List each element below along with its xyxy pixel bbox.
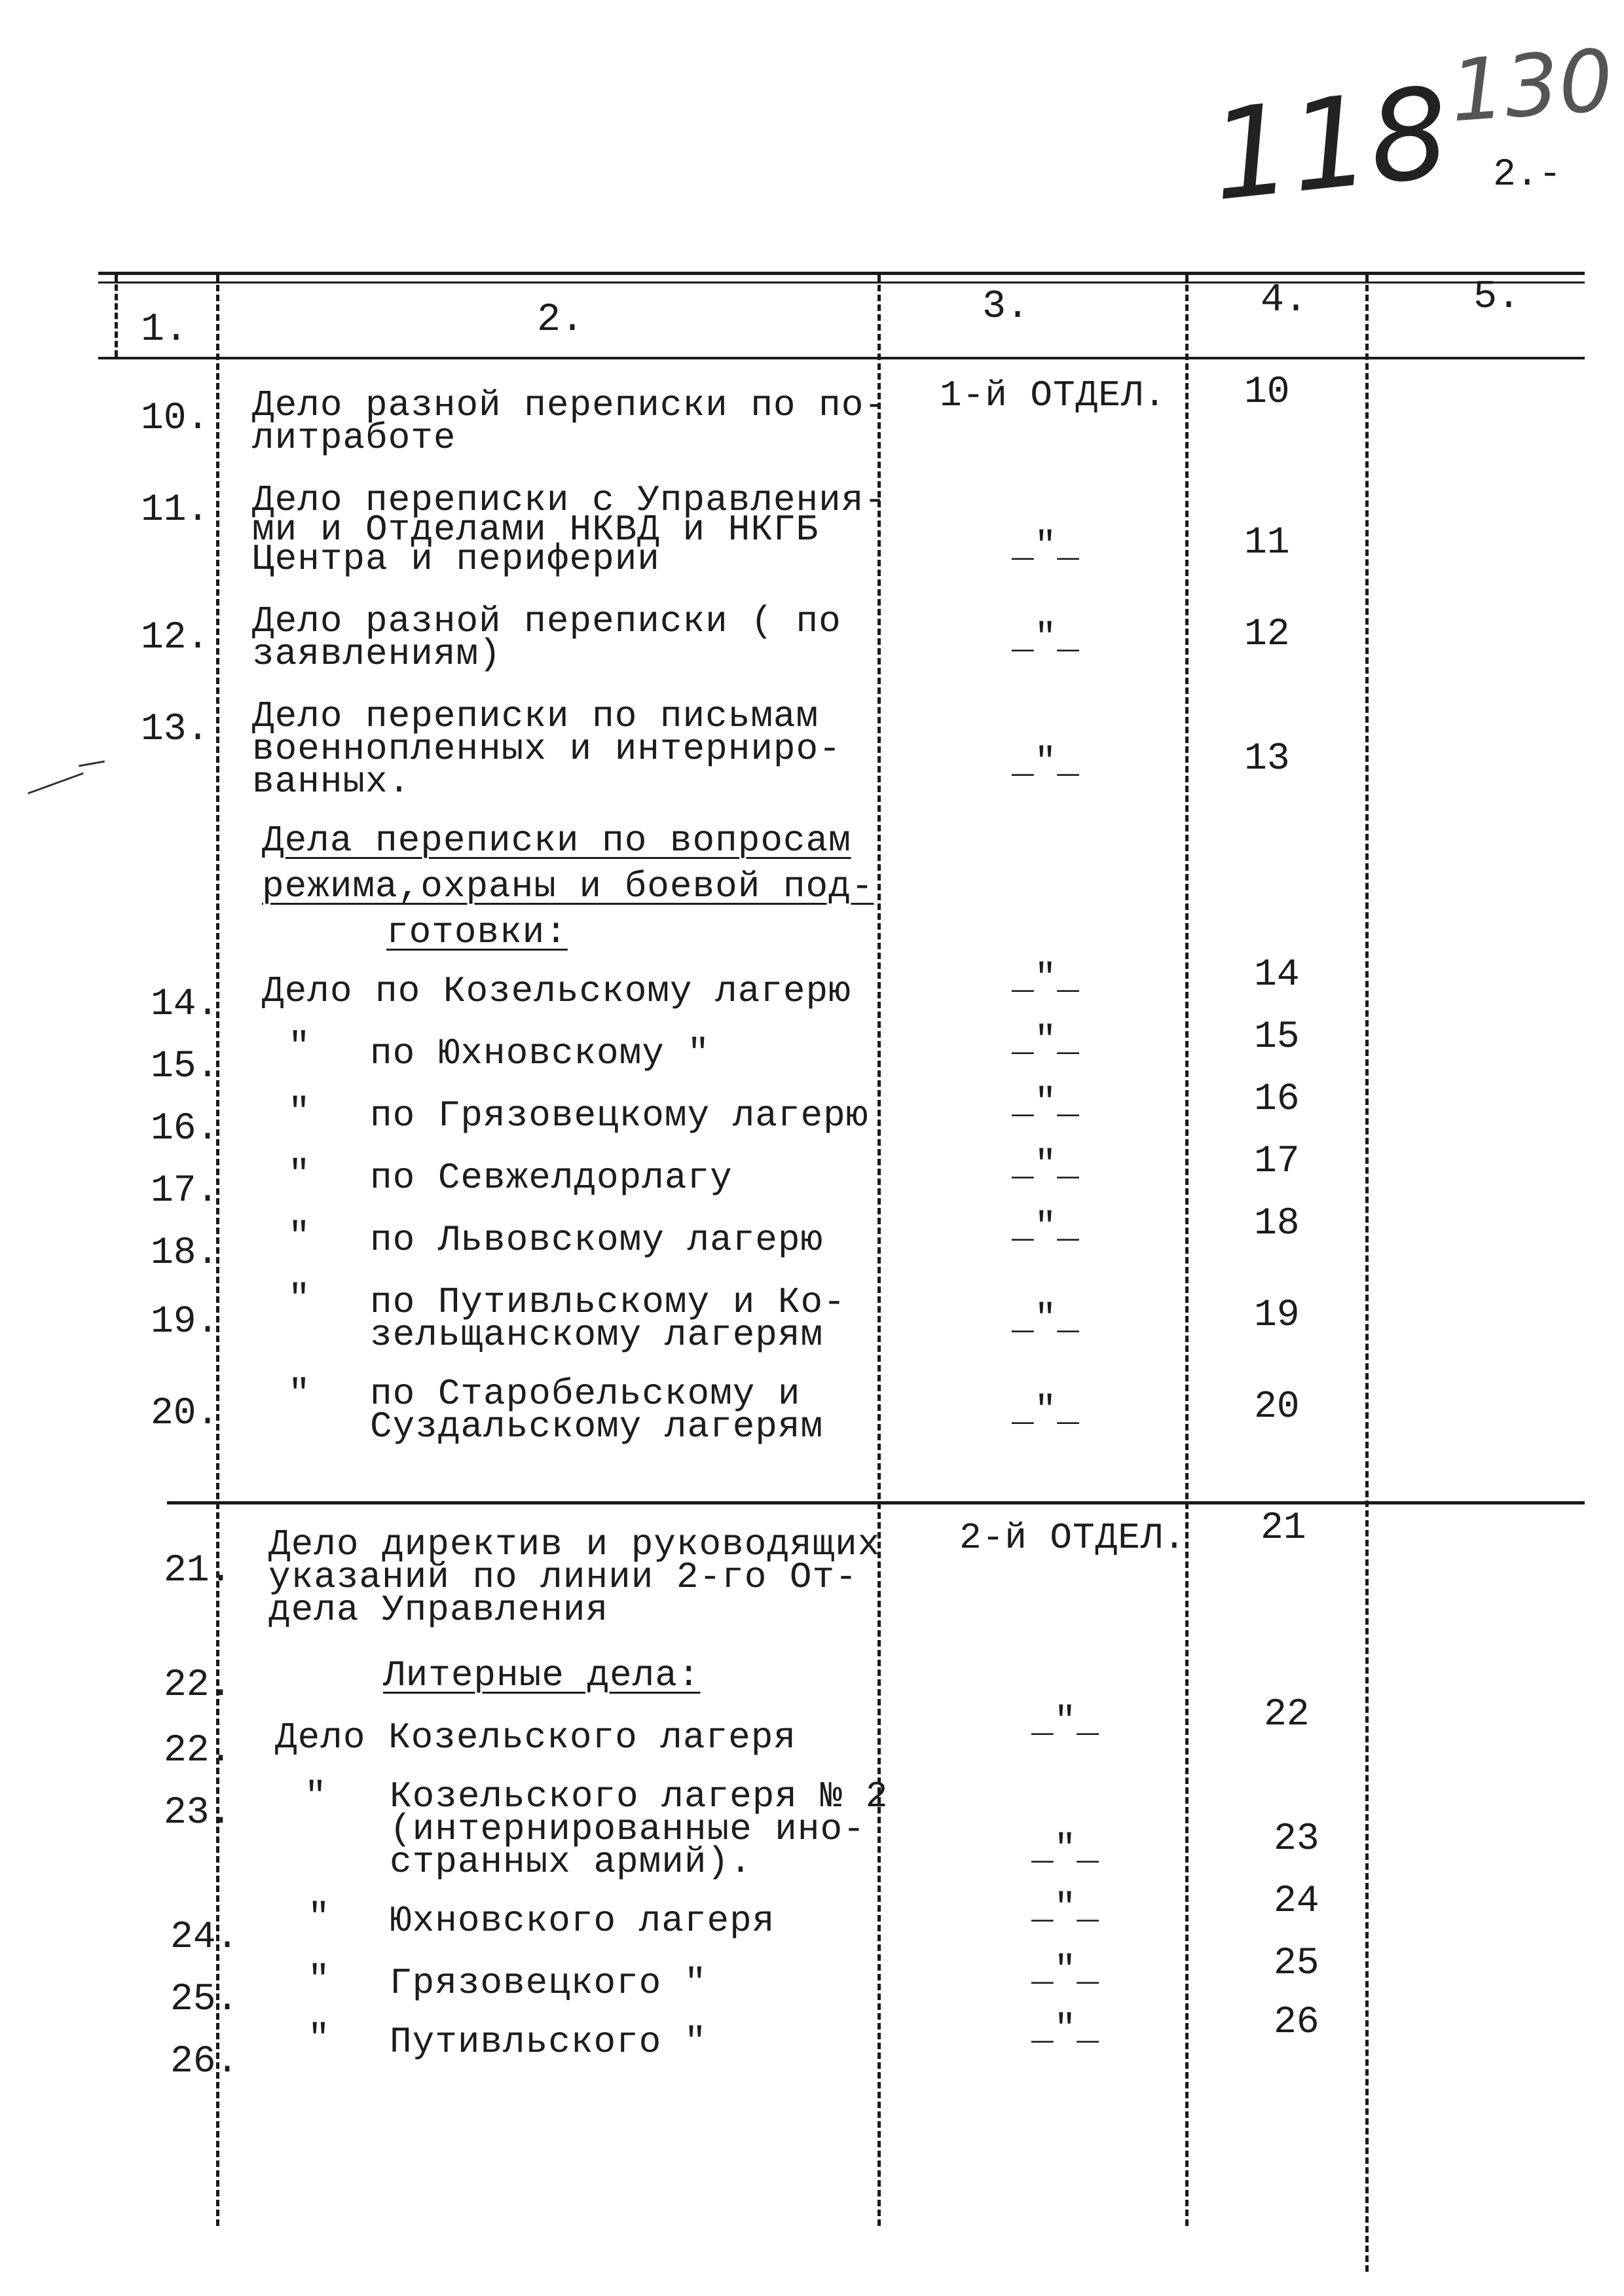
row-10-desc-2: литработе xyxy=(252,417,456,459)
row-22a-number: 22. xyxy=(164,1664,232,1707)
row-23-page: 23 xyxy=(1274,1818,1320,1861)
row-23-office: _"_ xyxy=(1031,1828,1099,1870)
header-col3: 3. xyxy=(982,285,1030,329)
row-13-page: 13 xyxy=(1244,738,1290,780)
row-17-ditto: " xyxy=(288,1154,311,1195)
row-23-ditto: " xyxy=(304,1776,327,1817)
row-21-number: 21. xyxy=(164,1550,232,1592)
row-22-office: _"_ xyxy=(1031,1700,1099,1742)
row-17-number: 17. xyxy=(151,1170,219,1212)
section-heading-3: готовки: xyxy=(386,911,568,953)
row-21-desc-2: указаний по линии 2-го От- xyxy=(268,1556,858,1598)
row-20-page: 20 xyxy=(1254,1386,1300,1429)
row-26-office: _"_ xyxy=(1031,2008,1099,2050)
col-separator-4 xyxy=(1185,275,1192,2226)
row-12-desc-1: Дело разной переписки ( по xyxy=(252,600,841,642)
row-25-page: 25 xyxy=(1274,1942,1320,1985)
header-col5: 5. xyxy=(1473,275,1521,319)
row-25-number: 25. xyxy=(170,1978,239,2021)
row-17-page: 17 xyxy=(1254,1140,1300,1183)
row-16-ditto: " xyxy=(288,1091,311,1133)
row-11-desc-1: Дело переписки с Управления- xyxy=(252,479,887,521)
row-16-office: _"_ xyxy=(1012,1082,1080,1123)
folio-number: 118 xyxy=(1204,60,1456,229)
row-23-desc-3: странных армий). xyxy=(390,1841,752,1883)
col-separator-3 xyxy=(877,275,884,2226)
row-25-office: _"_ xyxy=(1031,1949,1099,1991)
header-bottom-rule xyxy=(98,357,1585,359)
row-21-desc-1: Дело директив и руководящих xyxy=(268,1523,881,1565)
col-separator-5 xyxy=(1365,275,1372,2272)
row-24-number: 24. xyxy=(170,1916,239,1959)
row-22-page: 22 xyxy=(1264,1694,1310,1736)
row-14-desc-1: Дело по Козельскому лагерю xyxy=(262,970,851,1012)
row-15-number: 15. xyxy=(151,1046,219,1088)
row-14-office: _"_ xyxy=(1012,957,1080,999)
row-13-number: 13. xyxy=(141,708,210,751)
row-13-desc-3: ванных. xyxy=(252,761,411,803)
row-19-office: _"_ xyxy=(1012,1298,1080,1339)
margin-pencil-mark-2 xyxy=(79,761,105,767)
row-19-ditto: " xyxy=(288,1278,311,1320)
row-18-number: 18. xyxy=(151,1232,219,1275)
row-10-office: 1-й ОТДЕЛ. xyxy=(940,374,1167,416)
header-col1: 1. xyxy=(141,308,189,352)
row-26-number: 26. xyxy=(170,2041,239,2083)
row-18-office: _"_ xyxy=(1012,1206,1080,1248)
section-heading-1: Дела переписки по вопросам xyxy=(262,820,851,862)
row-21-office: 2-й ОТДЕЛ. xyxy=(959,1517,1187,1559)
row-13-office: _"_ xyxy=(1012,741,1080,783)
col-separator-1 xyxy=(115,275,121,357)
page-number: 2.- xyxy=(1493,154,1562,196)
row-18-ditto: " xyxy=(288,1216,311,1258)
row-24-page: 24 xyxy=(1274,1880,1320,1923)
row-16-number: 16. xyxy=(151,1108,219,1150)
header-col2: 2. xyxy=(537,298,585,342)
row-12-page: 12 xyxy=(1244,613,1290,656)
table-top-rule xyxy=(98,272,1585,275)
row-21-desc-3: дела Управления xyxy=(268,1589,609,1631)
row-22-desc-1: Дело Козельского лагеря xyxy=(275,1717,796,1758)
row-10-desc-1: Дело разной переписки по по- xyxy=(252,384,887,426)
row-20-desc-2: Суздальскому лагерям xyxy=(370,1406,824,1448)
row-10-number: 10. xyxy=(141,397,210,440)
row-14-page: 14 xyxy=(1254,954,1300,996)
row-11-office: _"_ xyxy=(1012,525,1080,567)
section-heading-2: режима,охраны и боевой под- xyxy=(262,866,874,907)
header-col4: 4. xyxy=(1261,278,1308,323)
row-24-ditto: " xyxy=(308,1897,331,1939)
row-15-office: _"_ xyxy=(1012,1019,1080,1061)
table-top-rule-2 xyxy=(98,282,1585,283)
row-11-page: 11 xyxy=(1244,522,1290,564)
row-13-desc-1: Дело переписки по письмам xyxy=(252,695,819,737)
row-19-page: 19 xyxy=(1254,1294,1300,1337)
row-22-number: 22. xyxy=(164,1730,232,1772)
row-20-desc-1: по Старобельскому и xyxy=(370,1373,801,1415)
row-25-desc-1: Грязовецкого " xyxy=(390,1962,707,2004)
row-16-page: 16 xyxy=(1254,1078,1300,1121)
row-17-desc-1: по Севжелдорлагу xyxy=(370,1157,733,1199)
row-11-desc-2: ми и Отделами НКВД и НКГБ xyxy=(252,509,819,551)
row-23-number: 23. xyxy=(164,1792,232,1834)
row-14-number: 14. xyxy=(151,983,219,1026)
row-21-page: 21 xyxy=(1261,1507,1306,1550)
row-10-page: 10 xyxy=(1244,371,1290,414)
row-18-desc-1: по Львовскому лагерю xyxy=(370,1219,824,1261)
row-13-desc-2: военнопленных и интерниро- xyxy=(252,728,841,770)
row-18-page: 18 xyxy=(1254,1203,1300,1245)
row-17-office: _"_ xyxy=(1012,1144,1080,1186)
row-20-ditto: " xyxy=(288,1373,311,1415)
row-26-desc-1: Путивльского " xyxy=(390,2021,707,2063)
row-25-ditto: " xyxy=(308,1959,331,2001)
literal-cases-heading: Литерные дела: xyxy=(383,1654,701,1696)
row-12-desc-2: заявлениям) xyxy=(252,633,502,675)
row-20-number: 20. xyxy=(151,1393,219,1435)
section-divider xyxy=(167,1501,1585,1504)
row-15-ditto: " xyxy=(288,1026,311,1068)
row-24-desc-1: Юхновского лагеря xyxy=(390,1900,775,1942)
row-20-office: _"_ xyxy=(1012,1389,1080,1431)
row-26-page: 26 xyxy=(1274,2001,1320,2044)
row-19-number: 19. xyxy=(151,1301,219,1343)
row-19-desc-2: зельщанскому лагерям xyxy=(370,1314,824,1356)
margin-pencil-mark xyxy=(28,773,84,795)
row-19-desc-1: по Путивльскому и Ко- xyxy=(370,1281,846,1323)
row-11-desc-3: Центра и периферии xyxy=(252,538,660,580)
row-12-office: _"_ xyxy=(1012,617,1080,659)
row-11-number: 11. xyxy=(141,489,210,532)
row-12-number: 12. xyxy=(141,617,210,659)
row-15-desc-1: по Юхновскому " xyxy=(370,1032,710,1074)
row-16-desc-1: по Грязовецкому лагерю xyxy=(370,1095,869,1137)
row-23-desc-1: Козельского лагеря № 2 xyxy=(390,1776,889,1817)
row-26-ditto: " xyxy=(308,2018,331,2060)
row-23-desc-2: (интернированные ино- xyxy=(390,1808,866,1850)
row-15-page: 15 xyxy=(1254,1016,1300,1059)
row-24-office: _"_ xyxy=(1031,1887,1099,1929)
folio-number-alt: 130 xyxy=(1447,30,1617,141)
